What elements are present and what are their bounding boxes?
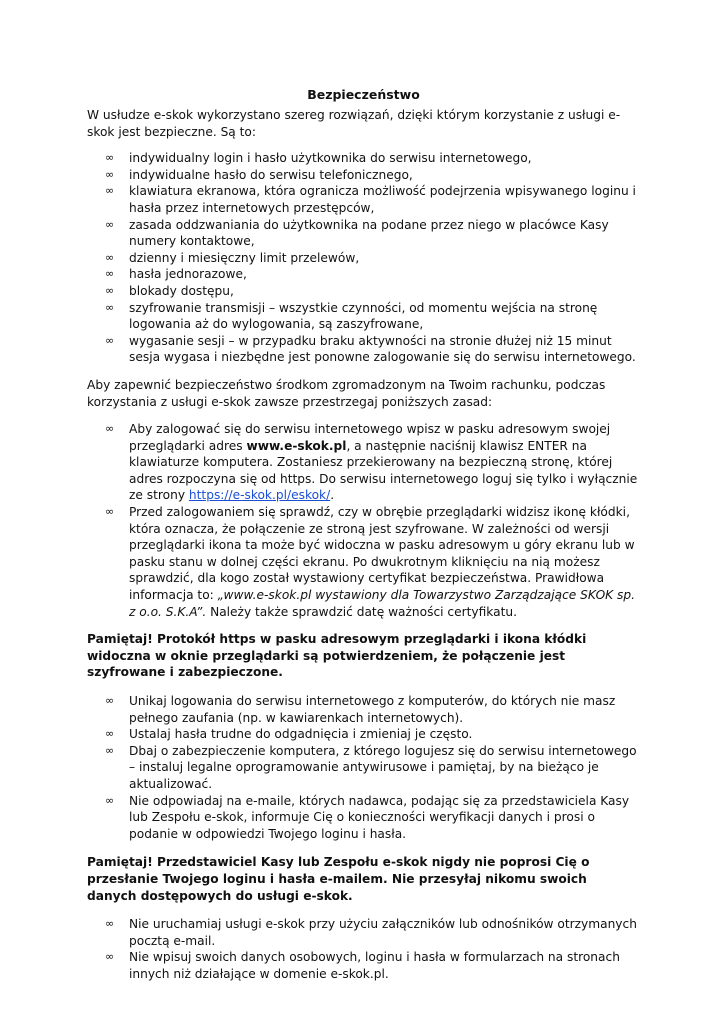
list-item: ∞ szyfrowanie transmisji – wszystkie czynności, od momentu wejścia na stronę logowania aż do wylogowania, są zaszyfrowane, <box>105 300 598 332</box>
infinity-bullet-icon: ∞ <box>105 250 115 264</box>
infinity-bullet-icon: ∞ <box>105 743 115 757</box>
safety-tips-list <box>87 693 640 842</box>
infinity-bullet-icon: ∞ <box>105 917 115 931</box>
list-item: ∞ zasada oddzwaniania do użytkownika na podane przez niego w placówce Kasy numery kontaktowe, <box>105 217 609 249</box>
list-item: ∞ Unikaj logowania do serwisu internetowego z komputerów, do których nie masz pełnego zaufania (np. w kawiarenkach internetowych). <box>105 694 616 725</box>
list-item: ∞ Dbaj o zabezpieczenie komputera, z którego logujesz się do serwisu internetowego – instaluj legalne oprogramowanie antywirusowe i pamiętaj, by na bieżąco je aktualizować. <box>105 743 637 791</box>
infinity-bullet-icon: ∞ <box>105 422 115 436</box>
list-item: ∞ indywidualny login i hasło użytkownika do serwisu internetowego, <box>105 151 532 166</box>
infinity-bullet-icon: ∞ <box>105 217 115 231</box>
list-item: ∞ indywidualne hasło do serwisu telefonicznego, <box>105 167 413 182</box>
infinity-bullet-icon: ∞ <box>105 333 115 347</box>
infinity-bullet-icon: ∞ <box>105 793 115 807</box>
list-item: ∞ hasła jednorazowe, <box>105 267 247 282</box>
infinity-bullet-icon: ∞ <box>105 184 115 198</box>
infinity-bullet-icon: ∞ <box>105 267 115 281</box>
warning-https: Pamiętaj! Protokół https w pasku adresowym przeglądarki i ikona kłódki widoczna w oknie przeglądarki są potwierdzeniem, że połączenie jest szyfrowane i zabezpieczone. <box>87 632 587 680</box>
intro-paragraph: W usłudze e-skok wykorzystano szereg rozwiązań, dzięki którym korzystanie z usługi e-skok jest bezpieczne. Są to: <box>87 108 621 139</box>
list-item: ∞ Nie wpisuj swoich danych osobowych, loginu i hasła w formularzach na stronach innych niż działające w domenie e-skok.pl. <box>105 950 620 981</box>
infinity-bullet-icon: ∞ <box>105 505 115 519</box>
login-rules-list <box>87 421 640 620</box>
warning-credentials: Pamiętaj! Przedstawiciel Kasy lub Zespołu e-skok nigdy nie poprosi Cię o przesłanie Twojego loginu i hasła e-mailem. Nie przesyłaj nikomu swoich danych dostępowych do usługi e-skok. <box>87 855 590 903</box>
list-item: ∞ Nie uruchamiaj usługi e-skok przy użyciu załączników lub odnośników otrzymanych pocztą e-mail. <box>105 917 637 948</box>
site-address: www.e-skok.pl <box>246 438 347 453</box>
infinity-bullet-icon: ∞ <box>105 727 115 741</box>
rules-intro-paragraph: Aby zapewnić bezpieczeństwo środkom zgromadzonym na Twoim rachunku, podczas korzystania z usługi e-skok zawsze przestrzegaj poniższych zasad: <box>87 377 606 409</box>
infinity-bullet-icon: ∞ <box>105 151 115 165</box>
list-item: ∞ klawiatura ekranowa, która ogranicza możliwość podejrzenia wpisywanego loginu i hasła przez internetowych przestępców, <box>105 184 636 215</box>
certificate-info: „www.e-skok.pl wystawiony dla Towarzystwo Zarządzające SKOK sp. z o.o. S.K.A”. <box>129 588 635 619</box>
email-tips-list <box>87 916 640 982</box>
document-title: Bezpieczeństwo <box>307 87 420 102</box>
list-item: ∞ blokady dostępu, <box>105 283 234 298</box>
infinity-bullet-icon: ∞ <box>105 283 115 297</box>
list-item: ∞ Nie odpowiadaj na e-maile, których nadawca, podając się za przedstawiciela Kasy lub Zespołu e-skok, informuje Cię o konieczności weryfikacji danych i prosi o podanie w odpowiedzi Twojego loginu i hasła. <box>105 793 630 841</box>
infinity-bullet-icon: ∞ <box>105 950 115 964</box>
list-item: ∞ dzienny i miesięczny limit przelewów, <box>105 250 360 265</box>
list-item: ∞ Aby zalogować się do serwisu internetowego wpisz w pasku adresowym swojej przeglądarki adres www.e-skok.pl, a następnie naciśnij klawisz ENTER na klawiaturze komputera. Zostaniesz przekierowany na bezpieczną stronę, której adres rozpoczyna się od https. Do serwisu internetowego loguj się tylko i wyłącznie ze strony https://e-skok.pl/eskok/. <box>105 422 638 503</box>
security-features-list <box>87 150 640 366</box>
list-item: ∞ Przed zalogowaniem się sprawdź, czy w obrębie przeglądarki widzisz ikonę kłódki, która oznacza, że połączenie ze stroną jest szyfrowane. W zależności od wersji przeglądarki ikona ta może być widoczna w pasku adresowym u góry ekranu lub w pasku stanu w dolnej części ekranu. Po dwukrotnym kliknięciu na nią możesz sprawdzić, dla kogo został wystawiony certyfikat bezpieczeństwa. Prawidłowa informacja to: „www.e-skok.pl wystawiony dla Towarzystwo Zarządzające SKOK sp. z o.o. S.K.A”. Należy także sprawdzić datę ważności certyfikatu. <box>105 505 635 619</box>
infinity-bullet-icon: ∞ <box>105 167 115 181</box>
login-page-link[interactable]: https://e-skok.pl/eskok/ <box>188 488 331 503</box>
list-item: ∞ Ustalaj hasła trudne do odgadnięcia i zmieniaj je często. <box>105 727 473 742</box>
infinity-bullet-icon: ∞ <box>105 694 115 707</box>
list-item: ∞ wygasanie sesji – w przypadku braku aktywności na stronie dłużej niż 15 minut sesja wygasa i niezbędne jest ponowne zalogowanie się do serwisu internetowego. <box>105 333 636 365</box>
infinity-bullet-icon: ∞ <box>105 300 115 314</box>
